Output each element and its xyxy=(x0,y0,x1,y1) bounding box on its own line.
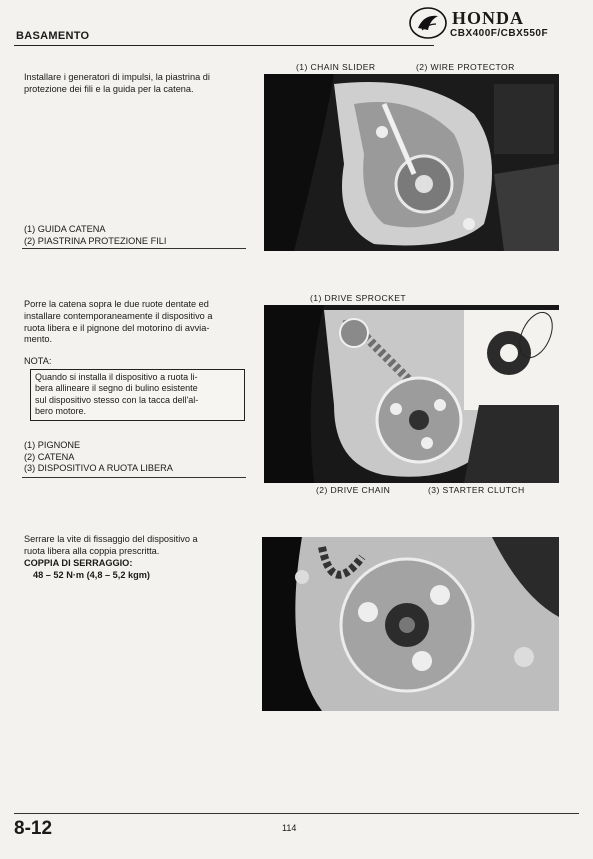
photo-starter-clutch-bolt xyxy=(262,537,559,711)
legend-item: (2) PIASTRINA PROTEZIONE FILI xyxy=(24,235,167,246)
step2-instructions xyxy=(24,299,246,346)
step2-rule xyxy=(22,477,246,478)
photo-chain-slider-wire-protector xyxy=(264,74,559,251)
note-box xyxy=(30,369,245,421)
legend-item: (2) CATENA xyxy=(24,451,75,462)
step2-line: ruota libera e il pignone del motorino di avvia- xyxy=(24,322,210,333)
step1-line: Installare i generatori di impulsi, la piastrina di xyxy=(24,72,210,82)
step1-rule xyxy=(22,248,246,249)
step1-line: protezione dei fili e la guida per la catena. xyxy=(24,83,194,94)
note-line: bero motore. xyxy=(35,406,87,417)
photo2-caption-drive-sprocket: (1) DRIVE SPROCKET xyxy=(310,293,407,303)
photo2-caption-drive-chain: (2) DRIVE CHAIN xyxy=(316,485,391,495)
page-code: 8-12 xyxy=(14,818,53,839)
model-name: CBX400F/CBX550F xyxy=(450,28,549,39)
step1-legend xyxy=(24,224,166,247)
note-line: sul dispositivo stesso con la tacca dell'al- xyxy=(35,394,199,405)
note-label: NOTA: xyxy=(24,356,52,366)
photo2-caption-starter-clutch: (3) STARTER CLUTCH xyxy=(428,485,525,495)
note-line: Quando si installa il dispositivo a ruota li- xyxy=(35,372,198,382)
step2-line: Porre la catena sopra le due ruote dentate ed xyxy=(24,299,209,309)
footer-divider xyxy=(14,813,579,814)
step3-instructions xyxy=(24,534,246,558)
photo1-caption-chain-slider: (1) CHAIN SLIDER xyxy=(296,62,376,72)
honda-wing-logo-icon xyxy=(408,6,448,40)
photo-starter-clutch-chain xyxy=(264,305,559,483)
step2-line: mento. xyxy=(24,334,53,345)
photo1-caption-wire-protector: (2) WIRE PROTECTOR xyxy=(416,62,515,72)
header-divider xyxy=(14,45,434,46)
step3-line: ruota libera alla coppia prescritta. xyxy=(24,545,160,556)
step2-line: installare contemporaneamente il dispositivo a xyxy=(24,310,213,321)
torque-value: 48 – 52 N·m (4,8 – 5,2 kgm) xyxy=(33,570,150,580)
brand-name: HONDA xyxy=(452,8,524,28)
legend-item: (3) DISPOSITIVO A RUOTA LIBERA xyxy=(24,463,173,474)
note-line: bera allineare il segno di bulino esistente xyxy=(35,383,198,394)
legend-item: (1) GUIDA CATENA xyxy=(24,224,106,234)
step1-instructions xyxy=(24,72,246,96)
step3-line: Serrare la vite di fissaggio del dispositivo a xyxy=(24,534,198,544)
legend-item: (1) PIGNONE xyxy=(24,440,81,450)
step2-legend xyxy=(24,440,173,475)
section-title: BASAMENTO xyxy=(16,30,90,42)
page-number: 114 xyxy=(282,823,297,833)
torque-label: COPPIA DI SERRAGGIO: xyxy=(24,558,133,568)
